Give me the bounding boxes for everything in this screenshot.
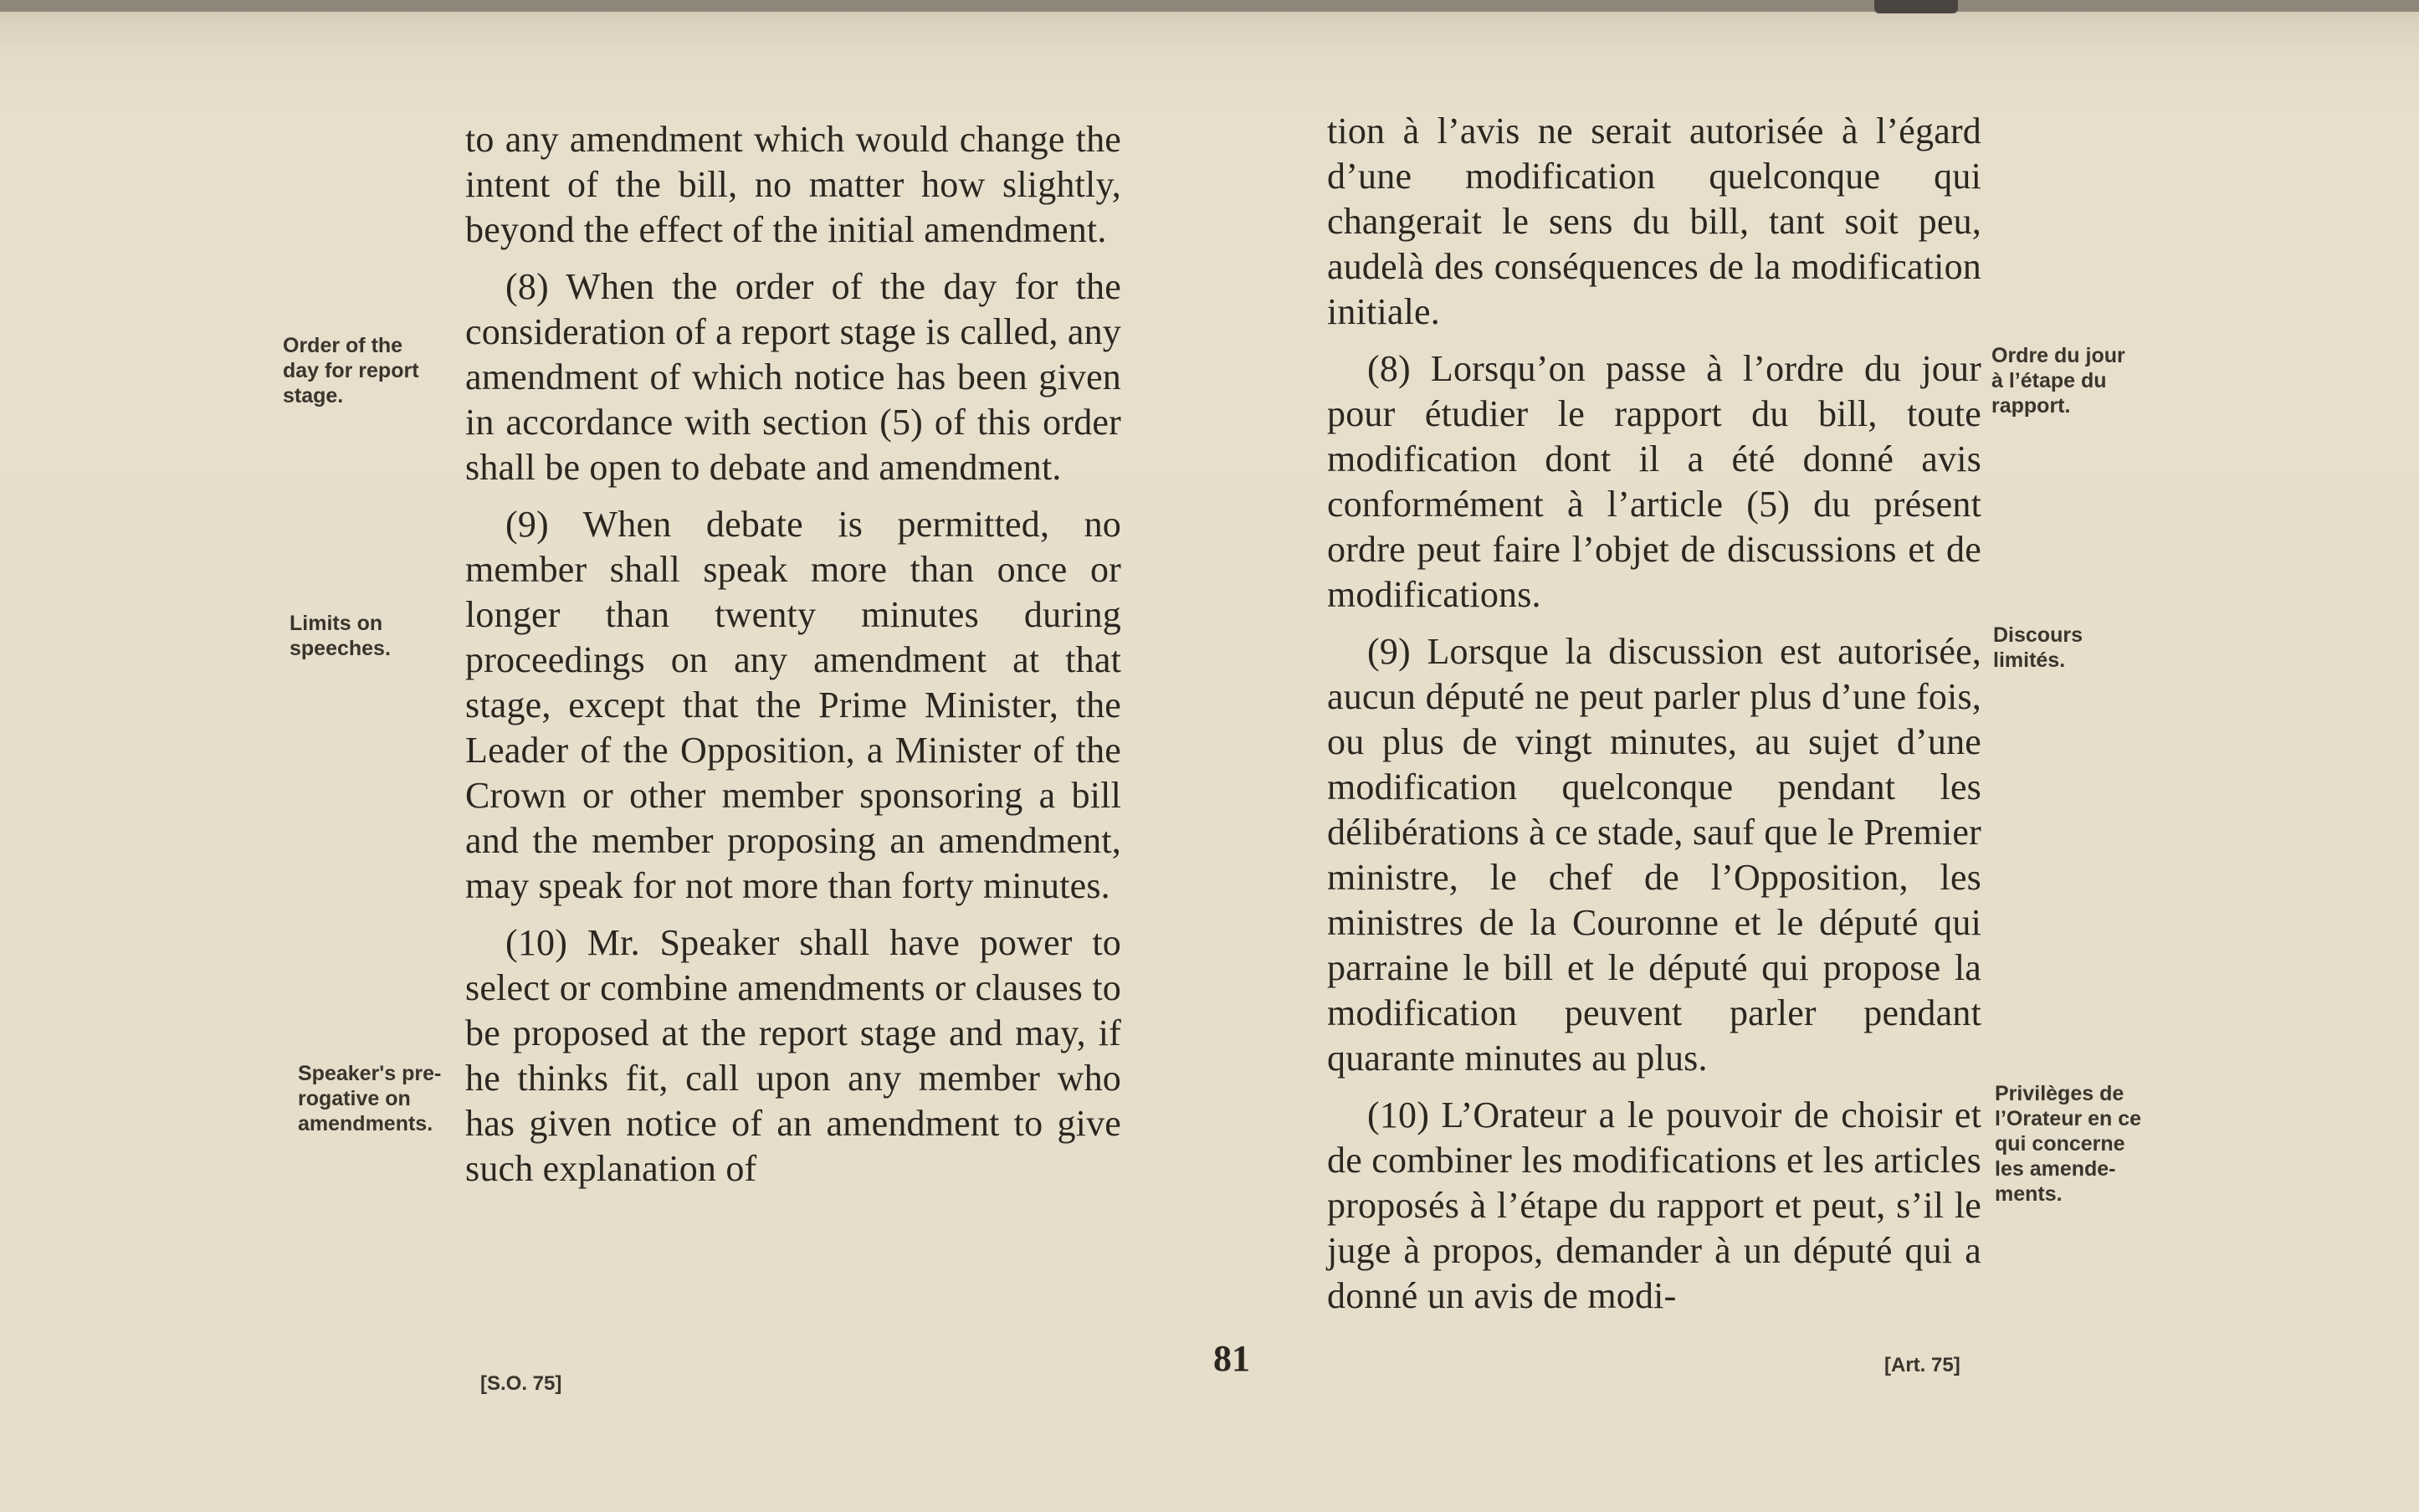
binding-edge (0, 0, 2419, 12)
right-margin-note-discours: Discours limités. (1993, 623, 2083, 672)
binding-clip (1874, 0, 1958, 13)
left-paragraph-10: (10) Mr. Speaker shall have power to select or combine amendments or clauses to be proposed at the report stage and may, if he thinks fit, call upon any member who has given notice of an amendment to give such explanation of (465, 922, 1121, 1189)
left-paragraph-9: (9) When debate is permitted, no member shall speak more than once or longer than twenty minutes during proceedings on any amendment at that stage, except that the Prime Minister, the Leader of the Opposition, a Minister of the Crown or other member sponsoring a bill and the member proposing an amendment, may speak for not more than forty minutes. (465, 504, 1121, 906)
right-paragraph-9: (9) Lorsque la discussion est autorisée, aucun député ne peut parler plus d’une fois, ou plus de vingt minutes, au sujet d’une modification quelconque pendant les délibérations à ce stade, sauf que le Premier ministre, le chef de l’Opposition, les ministres de la Couronne et le député qui parraine le bill et le député qui propose la modification peuvent parler pendant quarante minutes au plus. (1327, 631, 1981, 1079)
page-number: 81 (1213, 1338, 1250, 1379)
left-margin-note-order: Order of the day for report stage. (283, 334, 419, 407)
left-margin-note-limits: Limits on speeches. (290, 612, 391, 660)
right-paragraph-continued: tion à l’avis ne serait autorisée à l’égard d’une modification quelconque qui changerait le sens du bill, tant soit peu, audelà des conséquences de la modification initiale. (1327, 110, 1981, 332)
right-page-text (1327, 109, 1981, 1319)
right-footer-reference: [Art. 75] (1884, 1354, 1960, 1376)
right-margin-note-ordre: Ordre du jour à l’étape du rapport. (1991, 344, 2125, 418)
right-paragraph-10: (10) L’Orateur a le pouvoir de choisir et de combiner les modifications et les articles proposés à l’étape du rapport et peut, s’il le juge à propos, demander à un député qui a donné un avis de modi- (1327, 1094, 1981, 1316)
right-paragraph-8: (8) Lorsqu’on passe à l’ordre du jour pour étudier le rapport du bill, toute modification dont il a été donné avis conformément à l’article (5) du présent ordre peut faire l’objet de discussions et de modifications. (1327, 348, 1981, 615)
left-footer-reference: [S.O. 75] (480, 1372, 562, 1395)
right-margin-note-privileges: Privilèges de l’Orateur en ce qui concerne les amende- ments. (1995, 1082, 2142, 1206)
left-paragraph-continued: to any amendment which would change the intent of the bill, no matter how slightly, beyond the effect of the initial amendment. (465, 119, 1121, 250)
left-paragraph-8: (8) When the order of the day for the consideration of a report stage is called, any amendment of which notice has been given in accordance with section (5) of this order shall be open to debate and amendment. (465, 266, 1121, 488)
left-page-text (465, 117, 1121, 1192)
left-margin-note-speaker: Speaker's pre- rogative on amendments. (298, 1062, 442, 1135)
